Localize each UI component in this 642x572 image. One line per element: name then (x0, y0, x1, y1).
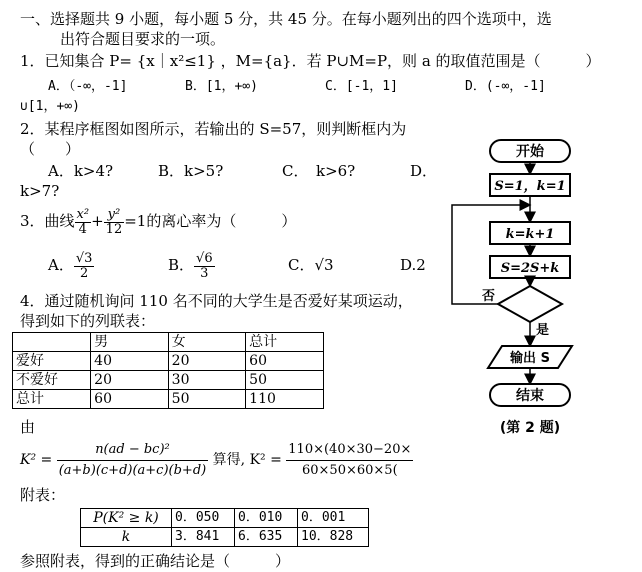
q4-stem-line2: 得到如下的列联表： (20, 312, 156, 330)
table-cell: 0．001 (298, 509, 369, 528)
flow-decision-diamond (498, 286, 562, 322)
section-heading-line1: 一、选择题共 9 小题，每小题 5 分，共 45 分。在每小题列出的四个选项中，选 (20, 10, 552, 28)
table-row (81, 528, 369, 547)
q3-frac2-num: y² (104, 208, 125, 223)
table-cell: 总计 (13, 390, 91, 409)
q1-option-b: B．[1，+∞) (185, 79, 258, 94)
formula-lhs: K² = (20, 452, 53, 468)
formula-num: n(ad − bc)² (57, 443, 209, 461)
table-cell: 6．635 (235, 528, 298, 547)
table-cell: k (81, 528, 172, 547)
table-cell: 50 (246, 371, 324, 390)
q3-frac2-den: 12 (105, 221, 123, 237)
table-cell: 110 (246, 390, 324, 409)
table-row (13, 352, 324, 371)
q1-option-d: D．(-∞，-1] (465, 79, 546, 94)
q3-option-b-num: √6 (196, 250, 213, 266)
q3-option-b-den: 3 (200, 265, 209, 281)
q3-option-a-num: √3 (75, 250, 93, 266)
calc-num: 110×(40×30−20× (286, 443, 413, 461)
table-cell: 不爱好 (13, 371, 91, 390)
flow-step2-label: S=2S+k (500, 261, 560, 276)
table-row (13, 371, 324, 390)
table-cell: 爱好 (13, 352, 91, 371)
q3-stem-suffix: =1的离心率为（ ） (124, 212, 297, 230)
q4-formula (20, 442, 413, 478)
flow-start-label: 开始 (516, 144, 544, 160)
q3-option-b (168, 248, 215, 282)
q1-stem: 1．已知集合 P= {x｜x²≤1} ，M={a}．若 P∪M=P，则 a 的取值范围是（ ） (20, 52, 601, 70)
q3-option-c: C．√3 (288, 256, 334, 274)
q2-stem: 2．某程序框图如图所示，若输出的 S=57，则判断框内为 (20, 120, 407, 138)
q3-stem-prefix: 3．曲线 (20, 212, 75, 230)
table-cell: 40 (91, 352, 169, 371)
q3-frac1-num: x² (76, 206, 90, 222)
q4-stem-line1: 4．通过随机询问 110 名不同的大学生是否爱好某项运动， (20, 292, 413, 310)
appendix-label: 附表： (20, 486, 66, 504)
q2-option-b: B．k>5? (158, 162, 224, 180)
q3-fraction-y (104, 208, 125, 237)
table-cell: 20 (91, 371, 169, 390)
table-row (13, 390, 324, 409)
section-heading-line2: 出符合题目要求的一项。 (60, 30, 226, 48)
formula-mid: 算得, K² = (212, 452, 282, 468)
table-cell: 20 (168, 352, 246, 371)
q3-option-a-frac (74, 252, 95, 281)
q3-option-a (48, 248, 94, 282)
table-cell: 总计 (246, 333, 324, 352)
table-row (13, 333, 324, 352)
flow-end-label: 结束 (516, 388, 544, 404)
q3-option-a-den: 2 (79, 265, 89, 281)
flow-init-label: S=1，k=1 (494, 179, 566, 194)
table-cell: 10．828 (298, 528, 369, 547)
q3-option-b-label: B． (168, 256, 195, 274)
table-cell: 60 (91, 390, 169, 409)
table-cell: 50 (168, 390, 246, 409)
q3-option-a-label: A． (48, 256, 74, 274)
q3-frac1-den: 4 (78, 221, 87, 237)
calc-den: 60×50×60×5( (302, 462, 398, 478)
flow-no-label: 否 (482, 289, 496, 304)
flow-step1-label: k=k+1 (505, 227, 555, 242)
table-cell: 60 (246, 352, 324, 371)
q1-option-a: A．（-∞，-1] (48, 79, 128, 94)
contingency-table (12, 332, 324, 409)
table-cell: 0．050 (172, 509, 235, 528)
table-cell: 女 (168, 333, 246, 352)
formula-den: (a+b)(c+d)(a+c)(b+d) (58, 462, 207, 478)
table-cell: 30 (168, 371, 246, 390)
q3-fraction-x (75, 208, 92, 237)
table-cell: P(K² ≥ k) (81, 509, 172, 528)
formula-fraction (57, 443, 209, 478)
q3-option-d: D.2 (400, 256, 426, 274)
table-row (81, 509, 369, 528)
q4-conclusion: 参照附表，得到的正确结论是（ ） (20, 552, 291, 570)
table-cell (13, 333, 91, 352)
q3-stem (20, 206, 296, 237)
q2-option-d: D． (410, 162, 438, 180)
q3-option-b-frac (194, 252, 215, 281)
flow-output-label: 输出 S (510, 351, 550, 366)
q4-you: 由 (20, 418, 36, 436)
table-cell: 男 (91, 333, 169, 352)
flowchart (440, 130, 640, 450)
q3-plus: + (91, 212, 104, 230)
table-cell: 3．841 (172, 528, 235, 547)
table-cell: 0．010 (235, 509, 298, 528)
q2-blank: （ ） (20, 140, 81, 158)
q1-option-c: C．[-1，1] (325, 79, 398, 94)
q1-option-d-cont: ∪[1，+∞) (20, 99, 80, 114)
calc-fraction (286, 443, 413, 478)
appendix-table (80, 508, 369, 547)
q2-option-c: C． k>6? (282, 162, 356, 180)
flow-caption: (第 2 题) (499, 420, 561, 436)
q2-option-a: A．k>4? (48, 162, 114, 180)
q2-option-d-cont: k>7? (20, 182, 60, 200)
flow-yes-label: 是 (536, 323, 550, 338)
